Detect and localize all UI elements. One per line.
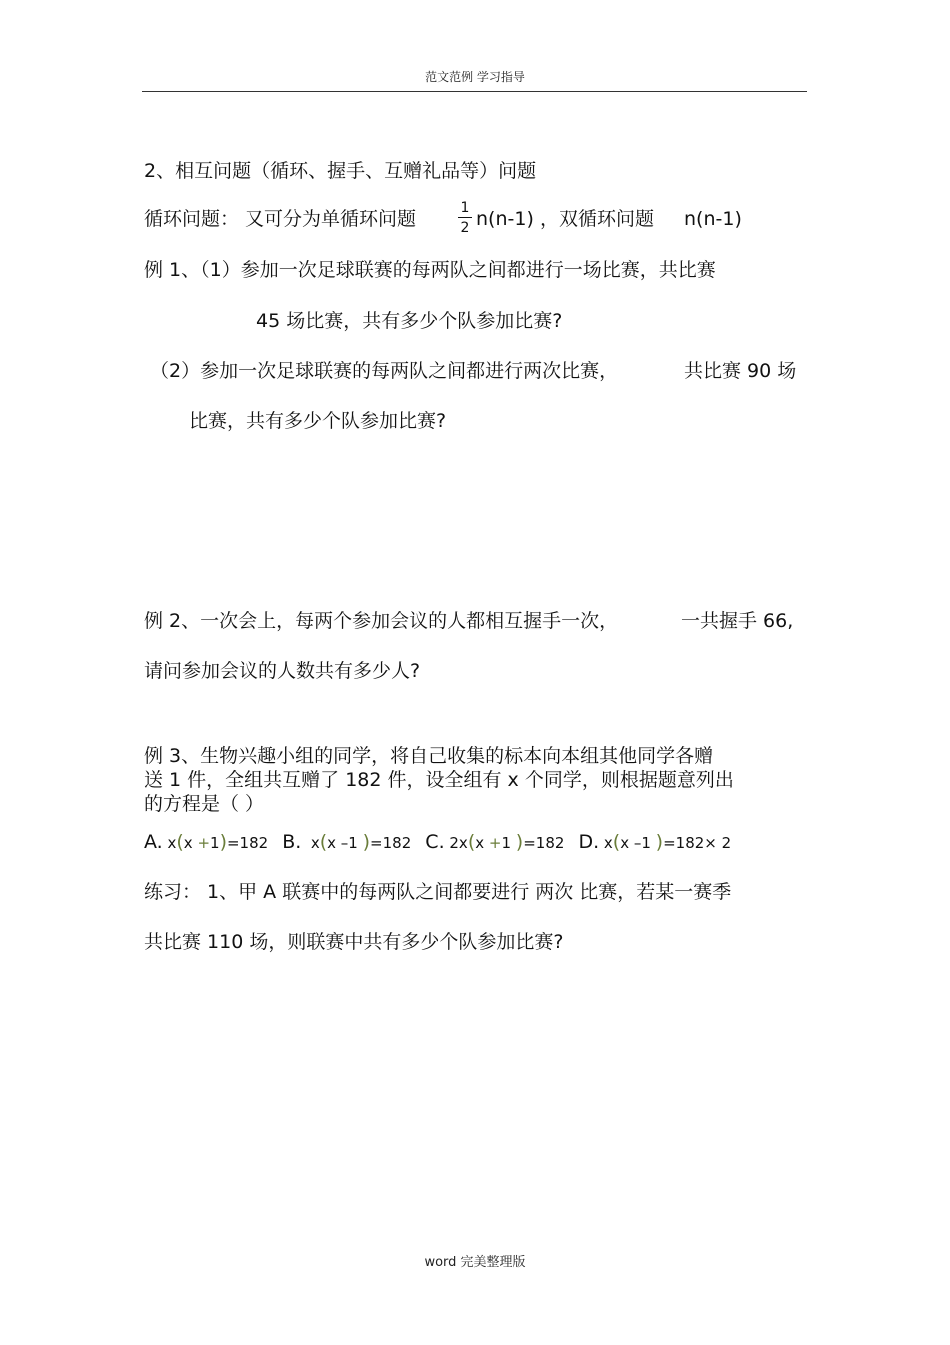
example3-line3: 的方程是（ ） [144, 793, 265, 815]
example3-line2: 送 1 件，全组共互赠了 182 件，设全组有 x 个同学，则根据题意列出 [144, 769, 734, 791]
option-a-num: 1 [210, 834, 220, 852]
header-divider [142, 91, 807, 92]
example2-line2: 请问参加会议的人数共有多少人? [144, 660, 421, 682]
option-d-mid: x –1 [620, 834, 656, 852]
option-c-paren-open: ( [467, 831, 476, 853]
example1-part2-line2: 比赛，共有多少个队参加比赛? [189, 410, 447, 432]
option-c-mid: x [475, 834, 489, 852]
option-b-lead: x [301, 834, 320, 852]
option-b-paren-open: ( [319, 831, 328, 853]
option-a [144, 831, 268, 853]
exercise-line1: 练习： 1、甲 A 联赛中的每两队之间都要进行 两次 比赛，若某一赛季 [144, 881, 732, 903]
example2-line1a: 例 2、一次会上，每两个参加会议的人都相互握手一次， [144, 610, 619, 632]
option-b-rest: =182 [370, 834, 412, 852]
option-c-sign: + [488, 834, 502, 852]
fraction-one-half [458, 200, 472, 236]
option-b-mid: x –1 [327, 834, 363, 852]
example3-line1: 例 3、生物兴趣小组的同学，将自己收集的标本向本组其他同学各赠 [144, 745, 714, 767]
page-footer: word 完美整理版 [424, 1255, 526, 1270]
option-c-paren-close: ) [515, 831, 524, 853]
option-b-label: B. [282, 831, 302, 853]
cycle-middle-text: ，双循环问题 [540, 208, 655, 230]
fraction-bar [458, 217, 472, 218]
page-header: 范文范例 学习指导 [425, 70, 525, 84]
option-a-rest: =182 [226, 834, 269, 852]
option-c-num: 1 [501, 834, 516, 852]
fraction-numerator: 1 [460, 200, 470, 216]
option-a-lead: x [162, 834, 177, 852]
option-d-paren-close: ) [655, 831, 664, 853]
option-b-paren-close: ) [362, 831, 371, 853]
option-a-paren-close: ) [219, 831, 227, 853]
option-d-lead: x [599, 834, 613, 852]
example1-part2-line1b: 共比赛 90 场 [684, 360, 797, 382]
option-c [425, 831, 564, 853]
example1-part2-line1a: （2）参加一次足球联赛的每两队之间都进行两次比赛， [150, 360, 619, 382]
option-d-paren-open: ( [612, 831, 621, 853]
single-cycle-expression: n(n-1) [476, 208, 534, 230]
example2-line1b: 一共握手 66, [681, 610, 794, 632]
answer-options [144, 830, 731, 855]
exercise-line2: 共比赛 110 场，则联赛中共有多少个队参加比赛? [144, 931, 564, 953]
option-b [282, 831, 411, 853]
option-c-label: C. [425, 831, 445, 853]
example1-line1: 例 1、（1）参加一次足球联赛的每两队之间都进行一场比赛，共比赛 [144, 259, 716, 281]
option-a-mid: x [183, 834, 198, 852]
option-a-paren-open: ( [176, 831, 184, 853]
fraction-denominator: 2 [460, 220, 470, 236]
option-a-label: A. [144, 831, 163, 853]
cycle-prefix: 循环问题： 又可分为单循环问题 [144, 208, 417, 230]
example1-line2: 45 场比赛，共有多少个队参加比赛? [256, 310, 563, 332]
option-d [578, 831, 731, 853]
double-cycle-expression: n(n-1) [684, 208, 742, 230]
section-title: 2、相互问题（循环、握手、互赠礼品等）问题 [144, 160, 537, 182]
option-c-lead: 2x [444, 834, 468, 852]
option-a-sign: + [197, 834, 211, 852]
option-c-rest: =182 [523, 834, 565, 852]
option-d-label: D. [578, 831, 600, 853]
option-d-rest: =182× 2 [663, 834, 732, 852]
